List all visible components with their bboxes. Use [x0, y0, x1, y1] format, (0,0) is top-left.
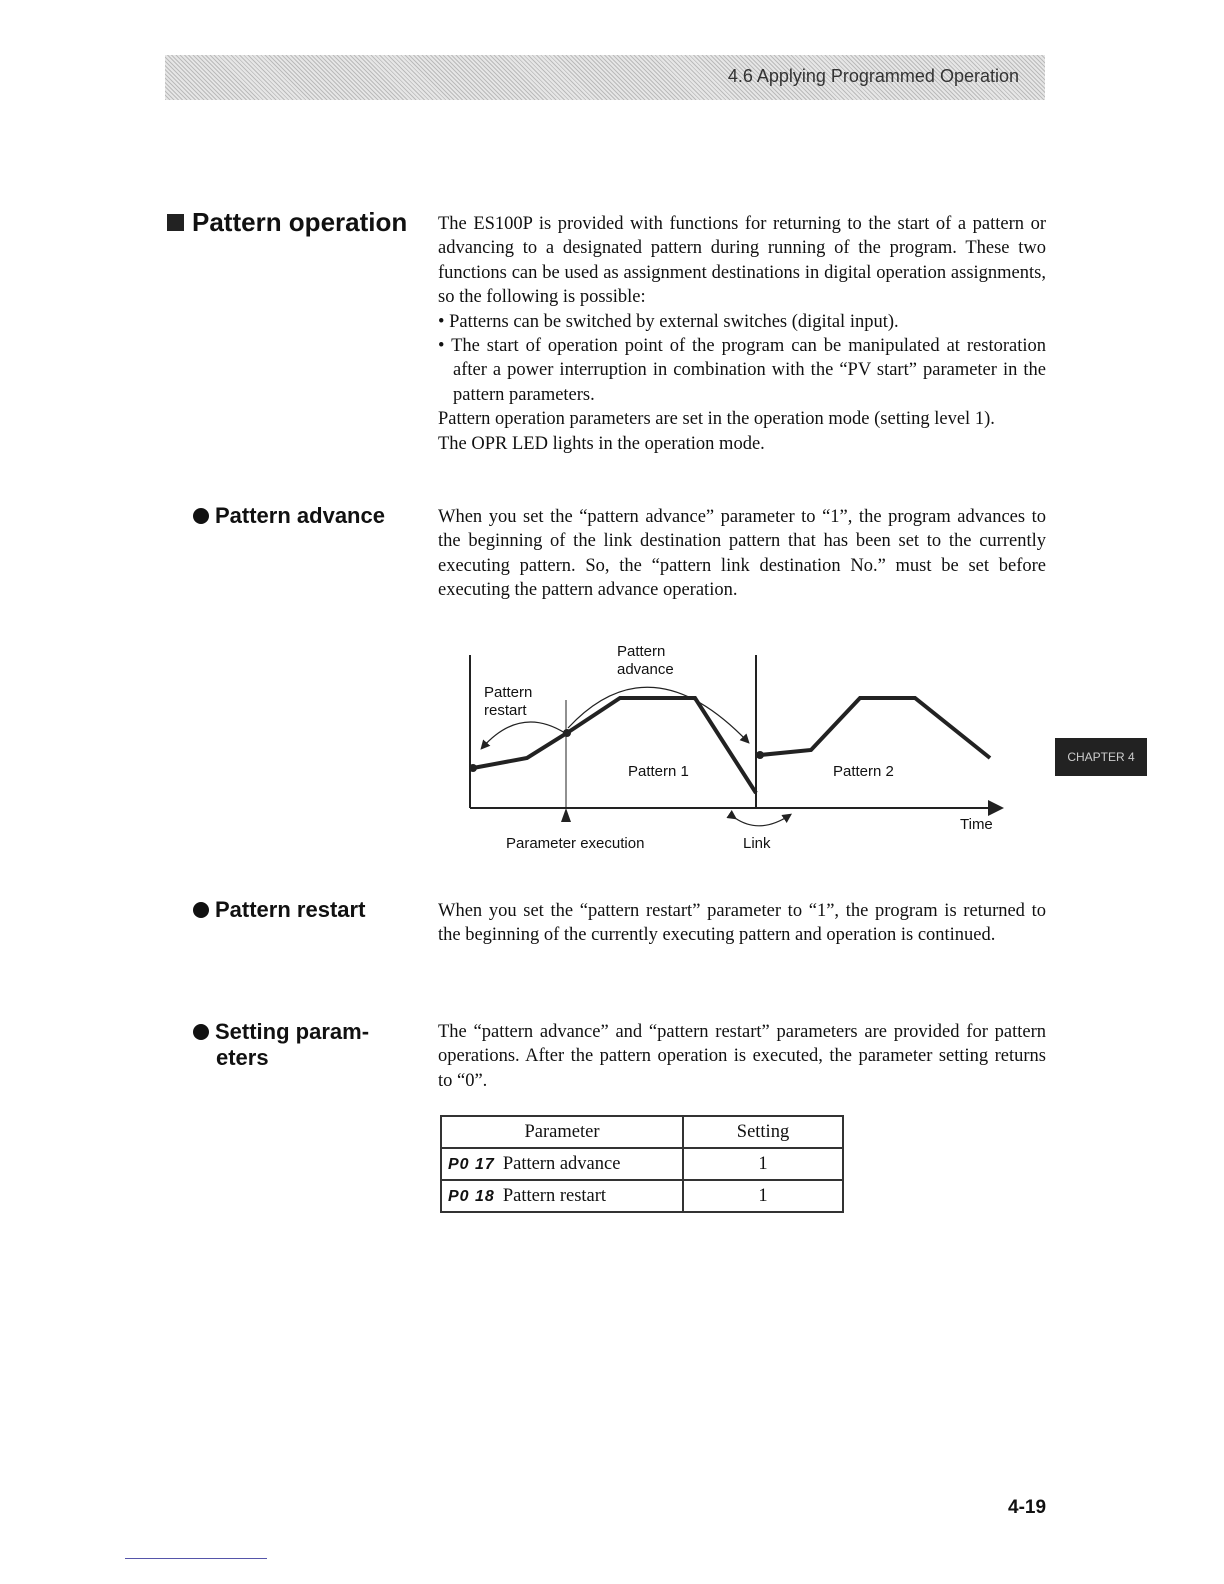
pattern-restart-text: When you set the “pattern restart” parameter to “1”, the program is returned to the beginning of the currently executing pattern and operation is continued. — [438, 901, 1046, 946]
heading-setting-parameters: Setting param- eters — [193, 1019, 369, 1071]
table-header-row — [441, 1116, 843, 1148]
label-time: Time — [960, 816, 993, 833]
execution-point — [563, 729, 571, 737]
pattern2-start-point — [756, 751, 764, 759]
header-setting: Setting — [683, 1116, 843, 1148]
label-pattern1: Pattern 1 — [628, 763, 689, 780]
parameter-table — [440, 1115, 844, 1213]
parameter-name: Pattern advance — [502, 1153, 621, 1174]
label-advance-1: Pattern — [617, 643, 666, 660]
header-parameter: Parameter — [441, 1116, 683, 1148]
bullet-dot-icon — [193, 902, 209, 918]
page-number: 4-19 — [1008, 1497, 1047, 1518]
heading-pattern-advance: Pattern advance — [193, 503, 385, 529]
square-bullet-icon — [167, 214, 184, 231]
bullet-dot-icon — [193, 1024, 209, 1040]
pattern1-line — [473, 698, 756, 793]
parameter-setting: 1 — [683, 1180, 843, 1212]
parameter-name: Pattern restart — [502, 1185, 607, 1206]
pattern2-line — [760, 698, 990, 758]
section-title: 4.6 Applying Programmed Operation — [727, 66, 1019, 86]
heading-pattern-restart: Pattern restart — [193, 897, 365, 923]
restart-point — [469, 764, 477, 772]
restart-arrow — [482, 722, 565, 748]
label-link: Link — [743, 835, 771, 852]
parameter-code: P0 17 — [448, 1155, 495, 1173]
label-param-exec: Parameter execution — [506, 835, 645, 852]
pattern-advance-text: When you set the “pattern advance” parameter to “1”, the program advances to the beginning of the link destination pattern that has been set to the currently executing pattern. So, the “pattern link destination No.” must be set before executing the pattern advance operation. — [438, 507, 1046, 601]
label-restart-1: Pattern — [484, 684, 533, 701]
pattern-operation-text: The ES100P is provided with functions for returning to the start of a pattern or advancing to a designated pattern during running of the program. These two functions can be used as assignment destinations in digital operation assignments, so the following is possible: • Patterns can be switched by external switches (digital input). • The start of operation point of the program can be manipulated at restoration after a power interruption in combination with the “PV start” parameter in the pattern parameters. Pattern operation parameters are set in the operation mode (setting level 1). The OPR LED lights in the operation mode. — [438, 214, 1046, 454]
advance-arrow — [568, 687, 748, 742]
label-pattern2: Pattern 2 — [833, 763, 894, 780]
parameter-setting: 1 — [683, 1148, 843, 1180]
footer-rule — [125, 1558, 267, 1559]
link-arrow — [735, 815, 790, 826]
parameter-code: P0 18 — [448, 1187, 495, 1205]
table-row — [441, 1180, 843, 1212]
header-band — [165, 55, 1045, 100]
chapter-tab: CHAPTER 4 — [1055, 738, 1147, 776]
label-restart-2: restart — [484, 702, 527, 719]
label-advance-2: advance — [617, 661, 674, 678]
param-exec-marker — [561, 808, 571, 822]
setting-parameters-text: The “pattern advance” and “pattern restart” parameters are provided for pattern operations. After the pattern operation is executed, the parameter setting returns to “0”. — [438, 1022, 1046, 1091]
heading-pattern-operation: Pattern operation — [167, 207, 407, 238]
bullet-dot-icon — [193, 508, 209, 524]
table-row — [441, 1148, 843, 1180]
